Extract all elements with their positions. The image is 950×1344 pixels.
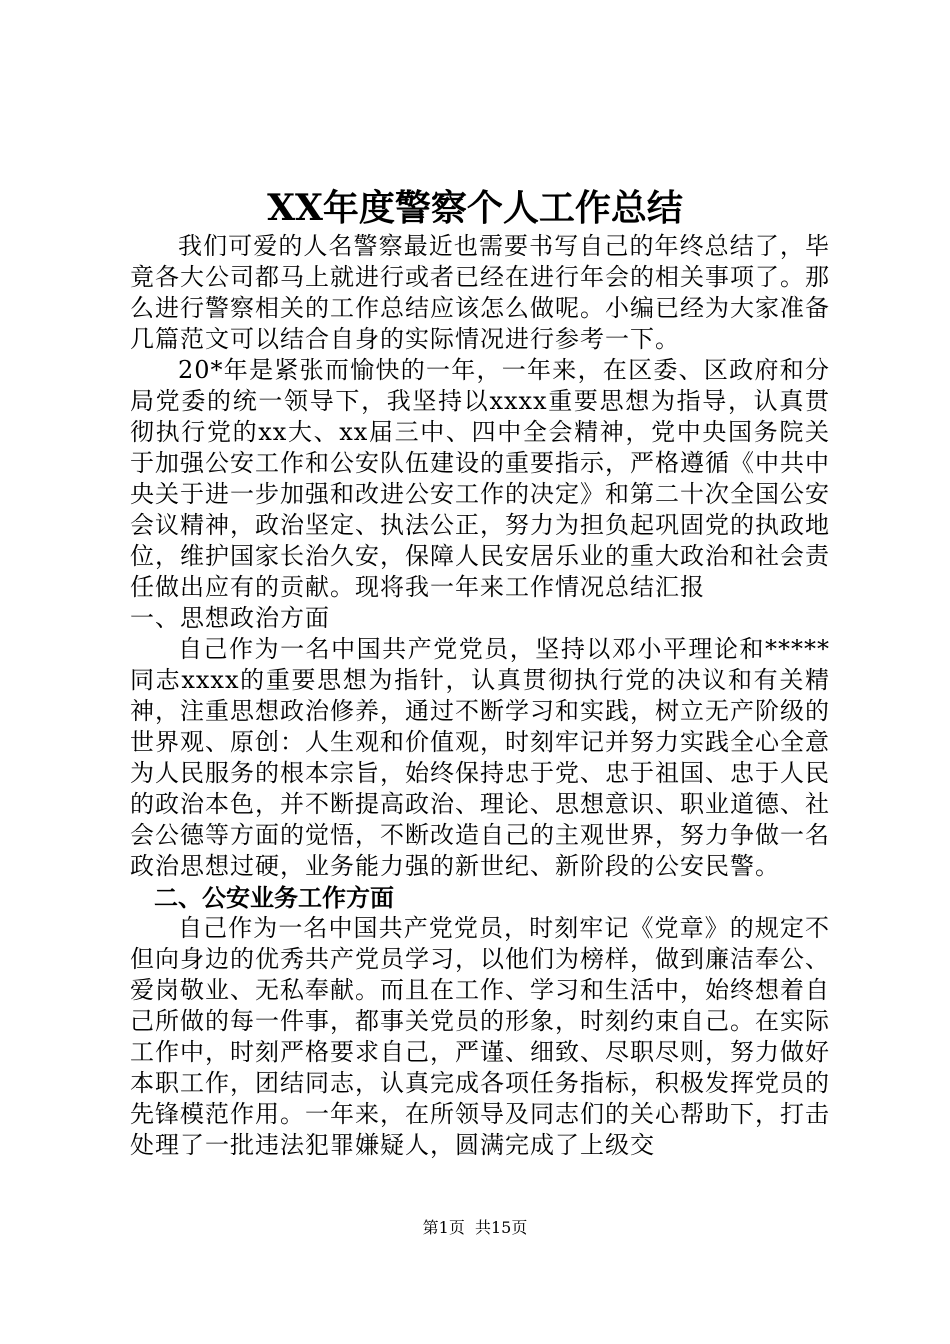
document-body	[130, 231, 830, 1161]
section-heading-political: 一、思想政治方面	[130, 604, 330, 632]
page-footer	[0, 1216, 950, 1240]
paragraph-political: 自己作为一名中国共产党党员，坚持以邓小平理论和*****同志xxxx的重要思想为指针，认真贯彻执行党的决议和有关精神，注重思想政治修养，通过不断学习和实践，树立无产阶级的世界观、原创：人生观和价值观，时刻牢记并努力实践全心全意为人民服务的根本宗旨，始终保持忠于党、忠于祖国、忠于人民的政治本色，并不断提高政治、理论、思想意识、职业道德、社会公德等方面的觉悟，不断改造自己的主观世界，努力争做一名政治思想过硬，业务能力强的新世纪、新阶段的公安民警。	[130, 635, 830, 880]
section-heading-police-work: 二、公安业务工作方面	[154, 883, 394, 912]
document-title: XX年度警察个人工作总结	[267, 187, 683, 229]
paragraph-intro: 我们可爱的人名警察最近也需要书写自己的年终总结了，毕竟各大公司都马上就进行或者已经在进行年会的相关事项了。那么进行警察相关的工作总结应该怎么做呢。小编已经为大家准备几篇范文可以结合自身的实际情况进行参考一下。	[130, 232, 830, 353]
page-number-label: 第1页 共15页	[422, 1218, 528, 1237]
paragraph-overview: 20*年是紧张而愉快的一年，一年来，在区委、区政府和分局党委的统一领导下，我坚持以xxxx重要思想为指导，认真贯彻执行党的xx大、xx届三中、四中全会精神，党中央国务院关于加强公安工作和公安队伍建设的重要指示，严格遵循《中共中央关于进一步加强和改进公安工作的决定》和第二十次全国公安会议精神，政治坚定、执法公正，努力为担负起巩固党的执政地位，维护国家长治久安，保障人民安居乐业的重大政治和社会责任做出应有的贡献。现将我一年来工作情况总结汇报	[130, 356, 830, 601]
paragraph-police-work: 自己作为一名中国共产党党员，时刻牢记《党章》的规定不但向身边的优秀共产党员学习，以他们为榜样，做到廉洁奉公、爱岗敬业、无私奉献。而且在工作、学习和生活中，始终想着自己所做的每一件事，都事关党员的形象，时刻约束自己。在实际工作中，时刻严格要求自己，严谨、细致、尽职尽则，努力做好本职工作，团结同志，认真完成各项任务指标，积极发挥党员的先锋模范作用。一年来，在所领导及同志们的关心帮助下，打击处理了一批违法犯罪嫌疑人，圆满完成了上级交	[130, 914, 830, 1159]
